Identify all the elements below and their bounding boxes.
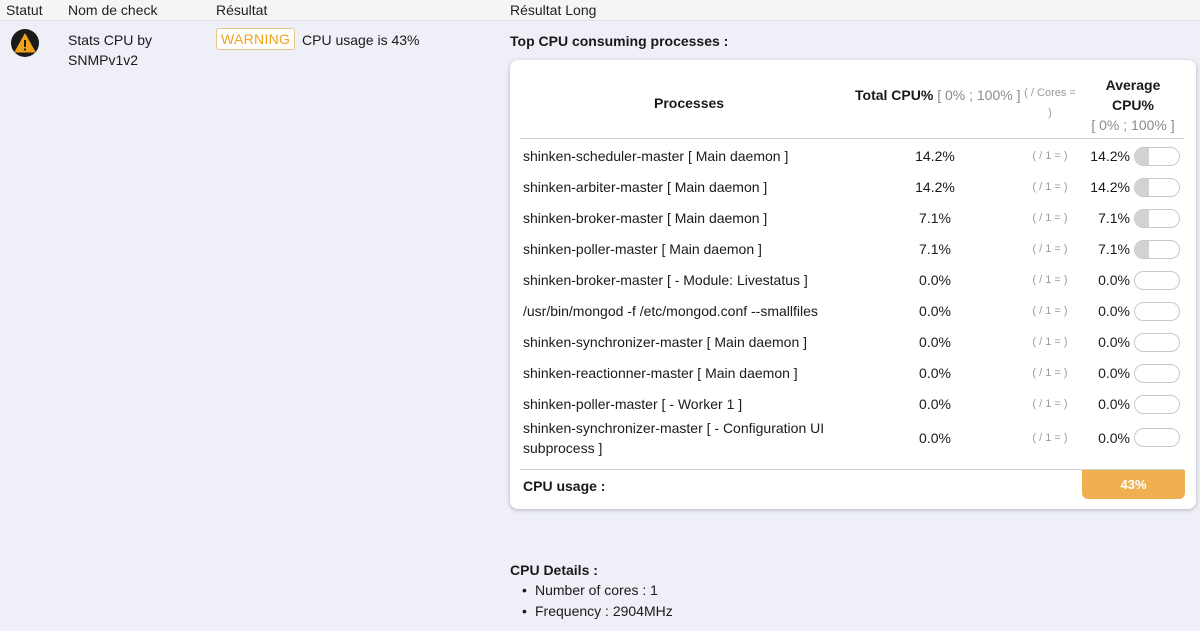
cpu-usage-label: CPU usage : xyxy=(523,478,606,494)
process-cores: ( / 1 = ) xyxy=(1032,181,1068,193)
process-cpu-bar-fill xyxy=(1135,210,1149,227)
warning-triangle-icon[interactable] xyxy=(11,29,39,57)
cpu-details-list xyxy=(510,580,673,622)
check-name[interactable]: Stats CPU by SNMPv1v2 xyxy=(68,32,153,68)
process-avg-cpu: 7.1% xyxy=(1098,210,1130,226)
process-name: shinken-broker-master [ Main daemon ] xyxy=(523,210,768,226)
process-name: shinken-reactionner-master [ Main daemon ] xyxy=(523,365,798,381)
process-table-card xyxy=(510,60,1196,509)
header-divider xyxy=(520,138,1184,139)
process-name: shinken-broker-master [ - Module: Livestatus ] xyxy=(523,272,808,288)
col-total-header xyxy=(855,85,1035,105)
long-output-title: Top CPU consuming processes : xyxy=(510,33,729,49)
col-cores-header: ( / Cores = ) xyxy=(1024,87,1076,119)
col-avg-label: Average CPU% xyxy=(1105,77,1161,113)
process-name: shinken-scheduler-master [ Main daemon ] xyxy=(523,148,789,164)
process-cores: ( / 1 = ) xyxy=(1032,150,1068,162)
process-cores: ( / 1 = ) xyxy=(1032,398,1068,410)
process-name: shinken-arbiter-master [ Main daemon ] xyxy=(523,179,768,195)
col-total-label: Total CPU% xyxy=(855,87,934,103)
process-avg-cpu: 0.0% xyxy=(1098,334,1130,350)
short-output: CPU usage is 43% xyxy=(302,32,420,48)
process-total-cpu: 14.2% xyxy=(915,179,955,195)
process-cpu-bar xyxy=(1134,271,1180,290)
cpu-usage-bar: 43% xyxy=(1082,470,1185,499)
process-avg-cpu: 0.0% xyxy=(1098,396,1130,412)
process-cores: ( / 1 = ) xyxy=(1032,336,1068,348)
process-total-cpu: 7.1% xyxy=(919,241,951,257)
process-cpu-bar-fill xyxy=(1135,179,1149,196)
process-cpu-bar xyxy=(1134,178,1180,197)
cpu-details-item: • Frequency : 2904MHz xyxy=(510,601,673,622)
process-avg-cpu: 14.2% xyxy=(1090,179,1130,195)
process-total-cpu: 0.0% xyxy=(919,365,951,381)
process-cpu-bar-fill xyxy=(1135,241,1149,258)
col-total-range: [ 0% ; 100% ] xyxy=(937,87,1021,103)
process-total-cpu: 0.0% xyxy=(919,303,951,319)
process-avg-cpu: 0.0% xyxy=(1098,272,1130,288)
process-cpu-bar xyxy=(1134,333,1180,352)
header-result[interactable]: Résultat xyxy=(216,2,268,18)
process-cores: ( / 1 = ) xyxy=(1032,432,1068,444)
header-long-result[interactable]: Résultat Long xyxy=(510,2,597,18)
process-name: shinken-synchronizer-master [ Main daemon ] xyxy=(523,334,808,350)
process-total-cpu: 0.0% xyxy=(919,396,951,412)
process-cpu-bar xyxy=(1134,395,1180,414)
process-total-cpu: 0.0% xyxy=(919,334,951,350)
process-cpu-bar xyxy=(1134,302,1180,321)
process-name: shinken-poller-master [ - Worker 1 ] xyxy=(523,396,743,412)
process-cpu-bar xyxy=(1134,240,1180,259)
col-processes-header: Processes xyxy=(654,95,725,111)
status-badge: WARNING xyxy=(216,28,295,50)
process-cpu-bar xyxy=(1134,364,1180,383)
process-name: shinken-poller-master [ Main daemon ] xyxy=(523,241,762,257)
process-cores: ( / 1 = ) xyxy=(1032,367,1068,379)
process-total-cpu: 7.1% xyxy=(919,210,951,226)
process-avg-cpu: 0.0% xyxy=(1098,430,1130,446)
process-cores: ( / 1 = ) xyxy=(1032,212,1068,224)
table-header xyxy=(0,0,1200,21)
process-cores: ( / 1 = ) xyxy=(1032,305,1068,317)
process-total-cpu: 14.2% xyxy=(915,148,955,164)
cpu-details-item: • Number of cores : 1 xyxy=(510,580,673,601)
process-name: shinken-synchronizer-master [ - Configuration UI subprocess ] xyxy=(523,420,825,456)
process-cores: ( / 1 = ) xyxy=(1032,243,1068,255)
header-check-name[interactable]: Nom de check xyxy=(68,2,158,18)
process-cores: ( / 1 = ) xyxy=(1032,274,1068,286)
process-avg-cpu: 7.1% xyxy=(1098,241,1130,257)
process-avg-cpu: 0.0% xyxy=(1098,303,1130,319)
process-cpu-bar xyxy=(1134,209,1180,228)
process-name: /usr/bin/mongod -f /etc/mongod.conf --smallfiles xyxy=(523,303,818,319)
header-status[interactable]: Statut xyxy=(6,2,43,18)
process-avg-cpu: 14.2% xyxy=(1090,148,1130,164)
process-total-cpu: 0.0% xyxy=(919,430,951,446)
process-cpu-bar xyxy=(1134,147,1180,166)
col-avg-range: [ 0% ; 100% ] xyxy=(1091,117,1175,133)
cpu-details-title: CPU Details : xyxy=(510,562,598,578)
col-avg-header xyxy=(1088,75,1178,135)
process-total-cpu: 0.0% xyxy=(919,272,951,288)
process-avg-cpu: 0.0% xyxy=(1098,365,1130,381)
process-cpu-bar-fill xyxy=(1135,148,1149,165)
process-cpu-bar xyxy=(1134,428,1180,447)
